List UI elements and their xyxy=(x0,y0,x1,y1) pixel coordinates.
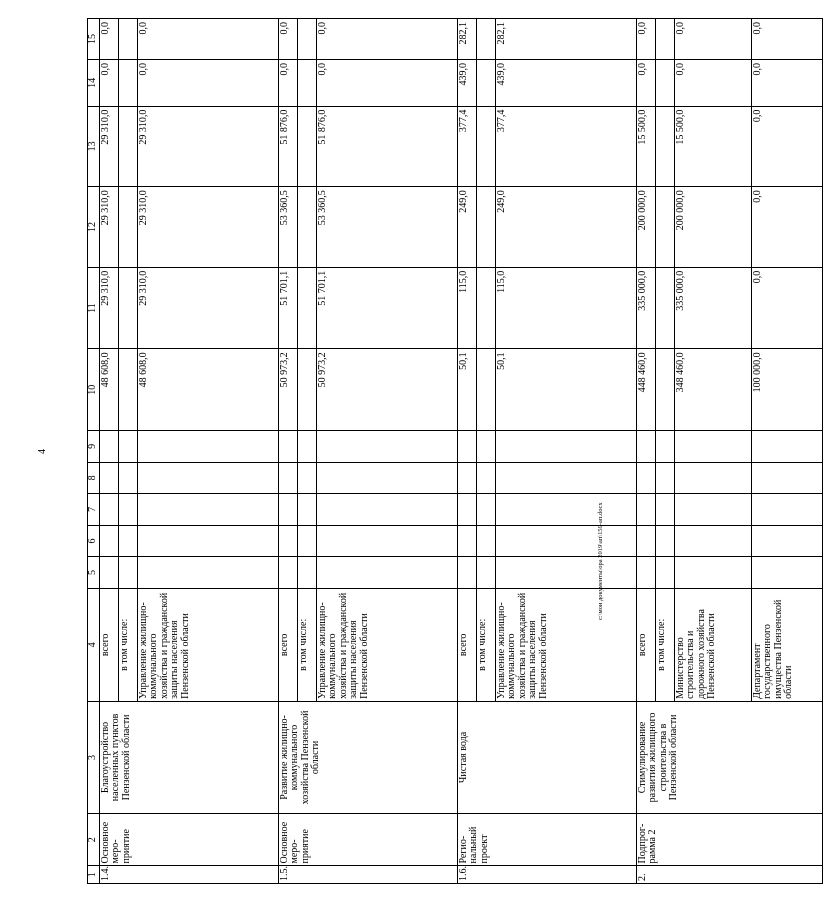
total-value: 377,4 xyxy=(457,106,476,187)
executor-value xyxy=(495,557,636,589)
executor-value xyxy=(137,494,278,526)
empty-cell xyxy=(476,431,495,463)
executor-value xyxy=(495,431,636,463)
executor-value xyxy=(137,431,278,463)
executor-value: 377,4 xyxy=(495,106,636,187)
total-value: 0,0 xyxy=(636,19,655,60)
total-value: 29 310,0 xyxy=(99,106,118,187)
empty-cell xyxy=(655,19,674,60)
executor-name: Управление жилищно-коммунального хозяйства и гражданской защиты населения Пензенской области xyxy=(316,588,457,701)
total-value: 50,1 xyxy=(457,349,476,431)
empty-cell xyxy=(118,462,137,494)
executor-value: 48 608,0 xyxy=(137,349,278,431)
executor-value xyxy=(316,557,457,589)
total-value: 0,0 xyxy=(278,59,297,106)
row-type: Регио-нальный проект xyxy=(457,813,636,866)
empty-cell xyxy=(118,494,137,526)
empty-cell xyxy=(476,494,495,526)
total-value: 115,0 xyxy=(457,267,476,349)
row-number: 1.5. xyxy=(278,866,457,884)
executor-value xyxy=(674,462,751,494)
executor-value xyxy=(137,557,278,589)
empty-cell xyxy=(118,106,137,187)
empty-cell xyxy=(655,349,674,431)
executor-value: 249,0 xyxy=(495,187,636,268)
executor-name: Управление жилищно-коммунального хозяйства и гражданской защиты населения Пензенской области xyxy=(495,588,636,701)
total-value: 0,0 xyxy=(278,19,297,60)
total-label: всего xyxy=(278,588,297,701)
executor-value xyxy=(674,494,751,526)
row-name: Стимулирование развития жилищного строительства в Пензенской области xyxy=(636,701,822,813)
empty-cell xyxy=(655,525,674,557)
executor-value: 0,0 xyxy=(316,59,457,106)
empty-cell xyxy=(118,59,137,106)
column-header-3: 3 xyxy=(88,701,100,813)
column-header-6: 6 xyxy=(88,525,100,557)
empty-cell xyxy=(118,431,137,463)
executor-value: 0,0 xyxy=(674,59,751,106)
total-value: 249,0 xyxy=(457,187,476,268)
executor-value: 50 973,2 xyxy=(316,349,457,431)
empty-cell xyxy=(476,187,495,268)
empty-cell xyxy=(297,557,316,589)
empty-cell xyxy=(297,59,316,106)
total-value: 29 310,0 xyxy=(99,267,118,349)
column-header-10: 10 xyxy=(88,349,100,431)
total-value: 15 500,0 xyxy=(636,106,655,187)
executor-value xyxy=(137,525,278,557)
executor-value: 439,0 xyxy=(495,59,636,106)
empty-cell xyxy=(476,106,495,187)
total-value xyxy=(278,525,297,557)
row-name: Благоустройство населенных пунктов Пензенской области xyxy=(99,701,278,813)
empty-cell xyxy=(297,19,316,60)
executor-value xyxy=(751,557,822,589)
empty-cell xyxy=(118,267,137,349)
file-path-footer: c:\мои документы\ора 2019\ап\159-ап.docx xyxy=(597,502,604,620)
empty-cell xyxy=(297,462,316,494)
empty-cell xyxy=(655,59,674,106)
executor-value xyxy=(751,431,822,463)
executor-value: 0,0 xyxy=(751,19,822,60)
row-number: 1.6. xyxy=(457,866,636,884)
total-value: 439,0 xyxy=(457,59,476,106)
total-value: 51 701,1 xyxy=(278,267,297,349)
row-number: 2. xyxy=(636,866,822,884)
row-type: Основное меро-приятие xyxy=(278,813,457,866)
executor-value: 51 701,1 xyxy=(316,267,457,349)
total-value: 335 000,0 xyxy=(636,267,655,349)
total-value xyxy=(99,462,118,494)
total-value xyxy=(99,525,118,557)
column-header-4: 4 xyxy=(88,588,100,701)
page-number: 4 xyxy=(37,449,48,454)
executor-value xyxy=(751,525,822,557)
executor-value: 0,0 xyxy=(137,59,278,106)
empty-cell xyxy=(297,106,316,187)
executor-value: 51 876,0 xyxy=(316,106,457,187)
table-row xyxy=(636,19,655,884)
executor-value: 29 310,0 xyxy=(137,106,278,187)
column-header-1: 1 xyxy=(88,866,100,884)
incl-label: в том числе: xyxy=(118,588,137,701)
empty-cell xyxy=(476,557,495,589)
row-name: Развитие жилищно-коммунального хозяйства Пензенской области xyxy=(278,701,457,813)
total-value: 448 460,0 xyxy=(636,349,655,431)
column-header-5: 5 xyxy=(88,557,100,589)
empty-cell xyxy=(655,431,674,463)
incl-label: в том числе: xyxy=(297,588,316,701)
empty-cell xyxy=(655,187,674,268)
total-value xyxy=(636,431,655,463)
total-value: 0,0 xyxy=(636,59,655,106)
total-value: 48 608,0 xyxy=(99,349,118,431)
executor-value xyxy=(495,462,636,494)
executor-value: 200 000,0 xyxy=(674,187,751,268)
executor-value: 0,0 xyxy=(751,59,822,106)
empty-cell xyxy=(655,494,674,526)
total-label: всего xyxy=(457,588,476,701)
empty-cell xyxy=(655,462,674,494)
executor-value xyxy=(316,525,457,557)
column-header-14: 14 xyxy=(88,59,100,106)
column-header-7: 7 xyxy=(88,494,100,526)
row-number: 1.4. xyxy=(99,866,278,884)
total-value: 29 310,0 xyxy=(99,187,118,268)
column-header-9: 9 xyxy=(88,431,100,463)
column-header-11: 11 xyxy=(88,267,100,349)
budget-table xyxy=(87,18,823,884)
column-number-header xyxy=(88,19,100,884)
total-value xyxy=(636,494,655,526)
total-value: 50 973,2 xyxy=(278,349,297,431)
empty-cell xyxy=(655,557,674,589)
executor-value xyxy=(316,494,457,526)
column-header-13: 13 xyxy=(88,106,100,187)
empty-cell xyxy=(297,431,316,463)
executor-value xyxy=(751,494,822,526)
table-row xyxy=(99,19,118,884)
empty-cell xyxy=(476,267,495,349)
empty-cell xyxy=(297,525,316,557)
executor-value: 0,0 xyxy=(674,19,751,60)
empty-cell xyxy=(118,557,137,589)
total-value: 53 360,5 xyxy=(278,187,297,268)
total-value: 0,0 xyxy=(99,19,118,60)
empty-cell xyxy=(297,494,316,526)
executor-value xyxy=(316,431,457,463)
executor-value: 0,0 xyxy=(751,106,822,187)
total-value xyxy=(99,431,118,463)
total-label: всего xyxy=(636,588,655,701)
total-value xyxy=(636,557,655,589)
total-value: 51 876,0 xyxy=(278,106,297,187)
empty-cell xyxy=(476,19,495,60)
total-value xyxy=(457,494,476,526)
total-value xyxy=(278,494,297,526)
executor-value: 115,0 xyxy=(495,267,636,349)
executor-value: 29 310,0 xyxy=(137,187,278,268)
executor-value: 348 460,0 xyxy=(674,349,751,431)
total-value: 0,0 xyxy=(99,59,118,106)
total-value xyxy=(278,462,297,494)
total-value xyxy=(636,462,655,494)
column-header-12: 12 xyxy=(88,187,100,268)
row-name: Чистая вода xyxy=(457,701,636,813)
total-value xyxy=(457,557,476,589)
executor-value xyxy=(316,462,457,494)
executor-value xyxy=(751,462,822,494)
column-header-15: 15 xyxy=(88,19,100,60)
empty-cell xyxy=(655,267,674,349)
executor-name: Департамент государственного имущества Пензенской области xyxy=(751,588,822,701)
empty-cell xyxy=(118,525,137,557)
table-row xyxy=(457,19,476,884)
total-value xyxy=(636,525,655,557)
total-value xyxy=(457,525,476,557)
total-value xyxy=(99,557,118,589)
column-header-8: 8 xyxy=(88,462,100,494)
total-value xyxy=(278,557,297,589)
executor-value: 53 360,5 xyxy=(316,187,457,268)
empty-cell xyxy=(476,349,495,431)
executor-value xyxy=(495,525,636,557)
executor-value xyxy=(674,525,751,557)
row-type: Основное меро-приятие xyxy=(99,813,278,866)
executor-name: Министерство строительства и дорожного хозяйства Пензенской области xyxy=(674,588,751,701)
empty-cell xyxy=(297,187,316,268)
total-value xyxy=(99,494,118,526)
executor-value: 335 000,0 xyxy=(674,267,751,349)
incl-label: в том числе: xyxy=(476,588,495,701)
executor-value: 15 500,0 xyxy=(674,106,751,187)
executor-value: 29 310,0 xyxy=(137,267,278,349)
total-value xyxy=(457,462,476,494)
row-type: Подпрог-рамма 2 xyxy=(636,813,822,866)
total-value xyxy=(457,431,476,463)
empty-cell xyxy=(118,187,137,268)
total-value: 200 000,0 xyxy=(636,187,655,268)
executor-value: 0,0 xyxy=(137,19,278,60)
empty-cell xyxy=(297,267,316,349)
executor-name: Управление жилищно-коммунального хозяйства и гражданской защиты населения Пензенской области xyxy=(137,588,278,701)
executor-value xyxy=(137,462,278,494)
empty-cell xyxy=(476,525,495,557)
executor-value: 282,1 xyxy=(495,19,636,60)
incl-label: в том числе: xyxy=(655,588,674,701)
executor-value: 0,0 xyxy=(751,187,822,268)
total-value: 282,1 xyxy=(457,19,476,60)
executor-value: 100 000,0 xyxy=(751,349,822,431)
empty-cell xyxy=(476,462,495,494)
executor-value: 0,0 xyxy=(751,267,822,349)
total-value xyxy=(278,431,297,463)
empty-cell xyxy=(476,59,495,106)
executor-value xyxy=(674,557,751,589)
executor-value: 50,1 xyxy=(495,349,636,431)
empty-cell xyxy=(118,349,137,431)
empty-cell xyxy=(118,19,137,60)
executor-value xyxy=(495,494,636,526)
empty-cell xyxy=(655,106,674,187)
column-header-2: 2 xyxy=(88,813,100,866)
executor-value: 0,0 xyxy=(316,19,457,60)
empty-cell xyxy=(297,349,316,431)
total-label: всего xyxy=(99,588,118,701)
table-row xyxy=(278,19,297,884)
executor-value xyxy=(674,431,751,463)
